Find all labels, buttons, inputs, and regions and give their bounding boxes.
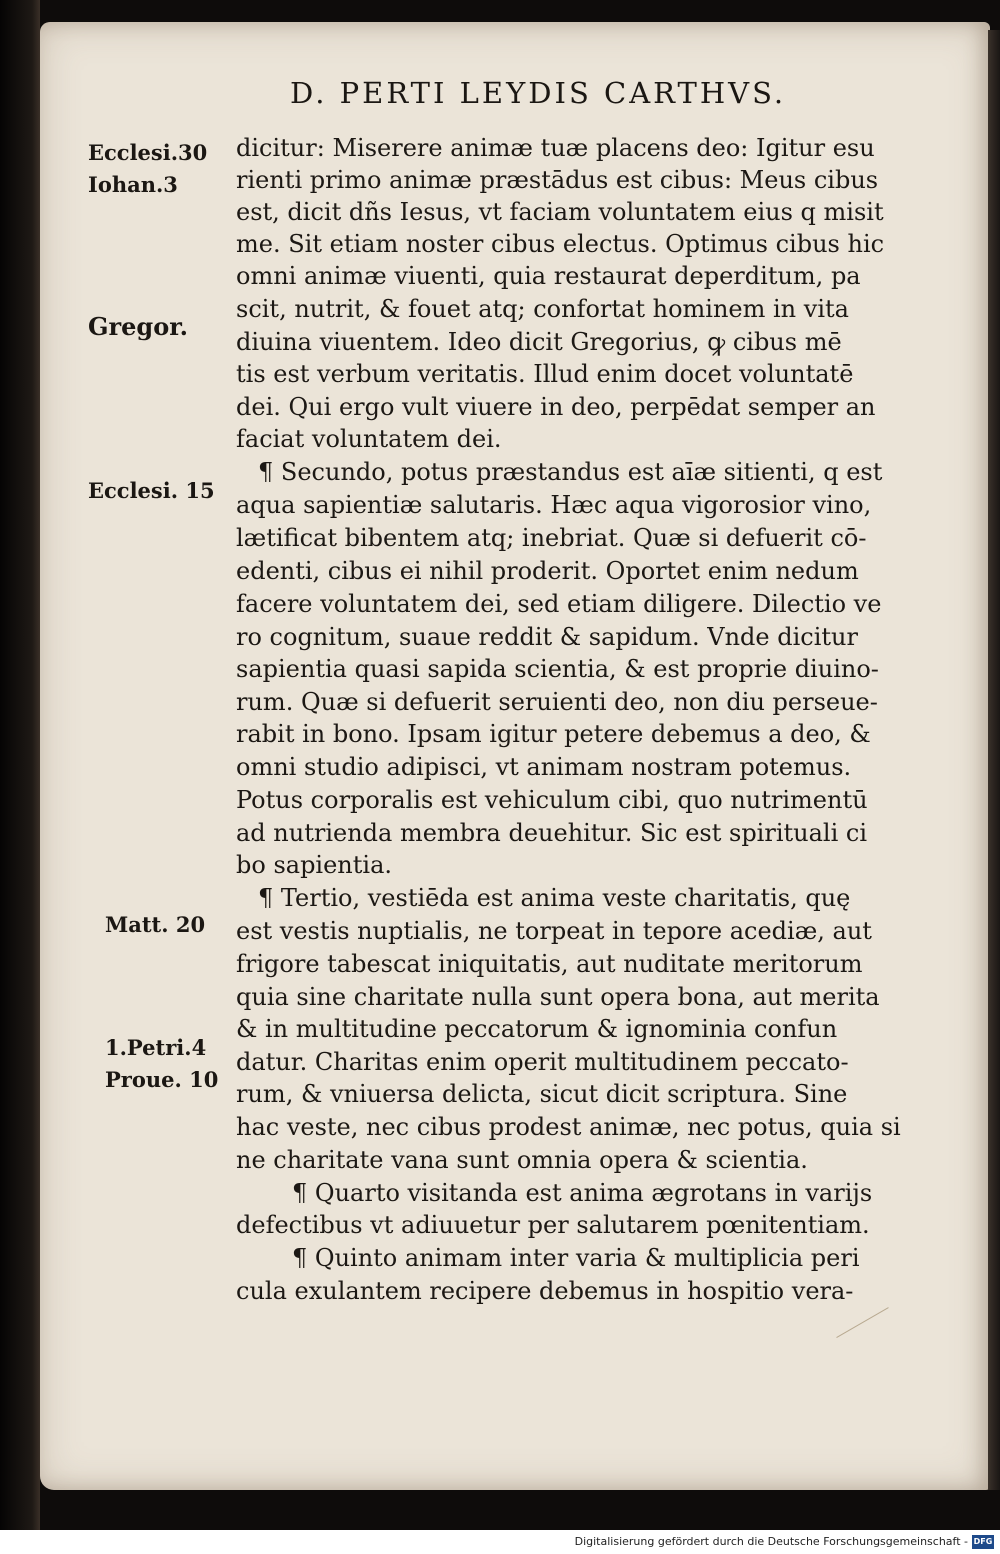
text-line: frigore tabescat iniquitatis, aut nuditate meritorum xyxy=(236,950,863,978)
dfg-logo: DFG xyxy=(972,1535,994,1549)
margin-note: Proue. 10 xyxy=(105,1067,219,1092)
text-line: me. Sit etiam noster cibus electus. Optimus cibus hic xyxy=(236,230,885,258)
text-line: quia sine charitate nulla sunt opera bona, aut merita xyxy=(236,983,880,1011)
text-line: edenti, cibus ei nihil proderit. Oportet enim nedum xyxy=(236,557,859,585)
text-line: est vestis nuptialis, ne torpeat in tepore acediæ, aut xyxy=(236,917,872,945)
text-line: ro cognitum, suaue reddit & sapidum. Vnde dicitur xyxy=(236,623,858,651)
text-line: dicitur: Miserere animæ tuæ placens deo: Igitur esu xyxy=(236,134,875,162)
text-line: diuina viuentem. Ideo dicit Gregorius, ꝙ cibus mē xyxy=(236,328,842,356)
text-line: rienti primo animæ præstādus est cibus: Meus cibus xyxy=(236,166,879,194)
text-line: dei. Qui ergo vult viuere in deo, perpēdat semper an xyxy=(236,393,876,421)
text-line: scit, nutrit, & fouet atq; confortat hominem in vita xyxy=(236,295,849,323)
text-line: ¶ Tertio, vestiēda est anima veste charitatis, quę xyxy=(258,884,851,912)
text-line: lætificat bibentem atq; inebriat. Quæ si defuerit cō- xyxy=(236,524,867,552)
text-line: ¶ Quarto visitanda est anima ægrotans in varijs xyxy=(292,1179,873,1207)
text-line: & in multitudine peccatorum & ignominia confun xyxy=(236,1015,838,1043)
text-line: hac veste, nec cibus prodest animæ, nec potus, quia si xyxy=(236,1113,901,1141)
text-line: ad nutrienda membra deuehitur. Sic est spirituali ci xyxy=(236,819,868,847)
margin-note: Iohan.3 xyxy=(88,172,178,197)
text-line: bo sapientia. xyxy=(236,851,393,879)
text-line: facere voluntatem dei, sed etiam diligere. Dilectio ve xyxy=(236,590,882,618)
text-line: tis est verbum veritatis. Illud enim docet voluntatē xyxy=(236,360,854,388)
text-line: ne charitate vana sunt omnia opera & scientia. xyxy=(236,1146,808,1174)
text-line: ¶ Quinto animam inter varia & multiplicia peri xyxy=(292,1244,860,1272)
footer-credit: Digitalisierung gefördert durch die Deutsche Forschungsgemeinschaft - xyxy=(574,1535,968,1548)
margin-note: Gregor. xyxy=(88,312,188,341)
margin-note: Matt. 20 xyxy=(105,912,206,937)
text-line: defectibus vt adiuuetur per salutarem pœnitentiam. xyxy=(236,1211,870,1239)
text-line: cula exulantem recipere debemus in hospitio vera- xyxy=(236,1277,854,1305)
margin-note: Ecclesi.30 xyxy=(88,140,208,165)
text-line: omni animæ viuenti, quia restaurat deperditum, pa xyxy=(236,262,861,290)
text-line: sapientia quasi sapida scientia, & est proprie diuino- xyxy=(236,655,879,683)
text-line: est, dicit dñs Iesus, vt faciam voluntatem eius q misit xyxy=(236,198,884,226)
text-line: Potus corporalis est vehiculum cibi, quo nutrimentū xyxy=(236,786,868,814)
text-line: aqua sapientiæ salutaris. Hæc aqua vigorosior vino, xyxy=(236,491,872,519)
text-line: datur. Charitas enim operit multitudinem peccato- xyxy=(236,1048,849,1076)
margin-note: Ecclesi. 15 xyxy=(88,478,215,503)
text-line: omni studio adipisci, vt animam nostram potemus. xyxy=(236,753,852,781)
text-line: rum. Quæ si defuerit seruienti deo, non diu perseue- xyxy=(236,688,878,716)
running-head: D. PERTI LEYDIS CARTHVS. xyxy=(290,76,787,110)
text-line: rum, & vniuersa delicta, sicut dicit scriptura. Sine xyxy=(236,1080,848,1108)
text-line: rabit in bono. Ipsam igitur petere debemus a deo, & xyxy=(236,720,871,748)
text-line: ¶ Secundo, potus præstandus est aīæ sitienti, q est xyxy=(258,458,883,486)
margin-note: 1.Petri.4 xyxy=(105,1035,207,1060)
right-page-edge xyxy=(988,30,1000,1490)
text-line: faciat voluntatem dei. xyxy=(236,425,502,453)
left-book-shadow xyxy=(0,0,40,1554)
